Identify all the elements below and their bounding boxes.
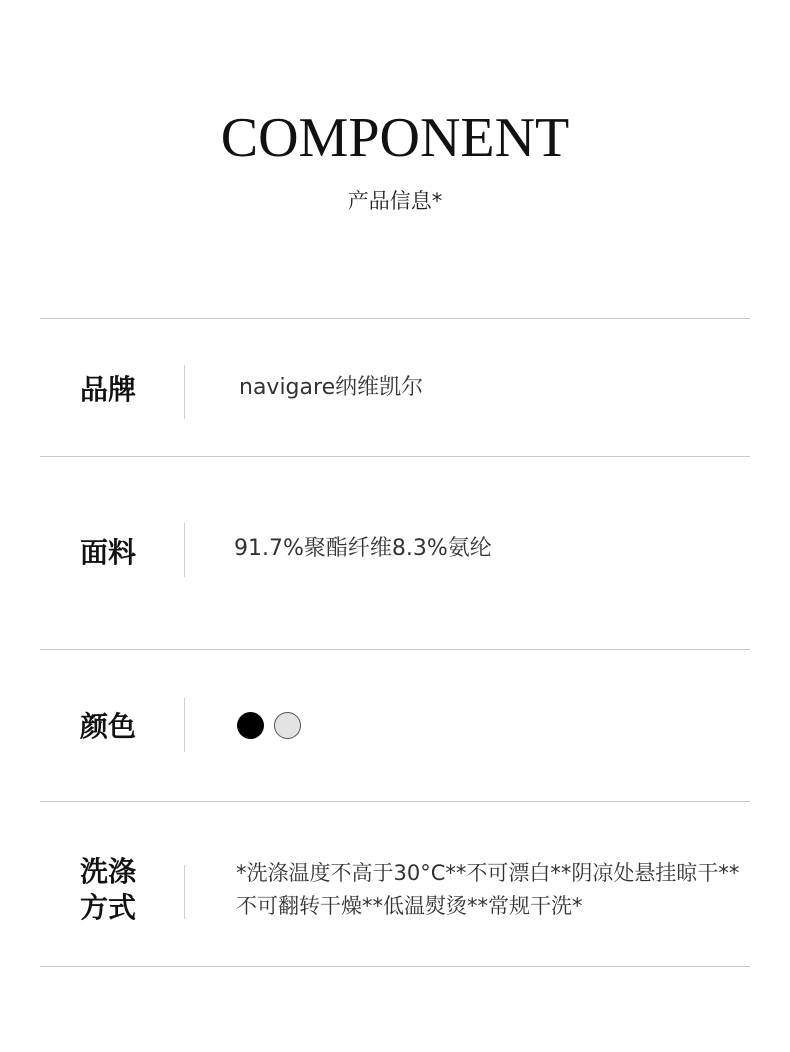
- row-label-line1: 洗涤: [80, 855, 137, 888]
- row-separator: [184, 865, 185, 919]
- divider: [40, 801, 750, 802]
- row-separator: [184, 698, 185, 752]
- divider: [40, 649, 750, 650]
- color-swatch-black[interactable]: [237, 712, 264, 739]
- row-label: 颜色: [80, 710, 137, 743]
- row-value: navigare纳维凯尔: [239, 375, 424, 400]
- divider: [40, 966, 750, 967]
- row-label: 面料: [80, 536, 137, 569]
- row-separator: [184, 365, 185, 419]
- divider: [40, 318, 750, 319]
- row-separator: [184, 523, 185, 577]
- care-instructions: *洗涤温度不高于30°C**不可漂白**阴凉处悬挂晾干**不可翻转干燥**低温熨烫**常规干洗*: [236, 861, 740, 918]
- row-label-line2: 方式: [80, 891, 137, 924]
- page-title: COMPONENT: [220, 107, 570, 169]
- color-swatch-light-gray[interactable]: [274, 712, 301, 739]
- page-subtitle: 产品信息*: [347, 189, 443, 213]
- row-value: 91.7%聚酯纤维8.3%氨纶: [234, 536, 492, 561]
- divider: [40, 456, 750, 457]
- row-label: 品牌: [80, 373, 137, 406]
